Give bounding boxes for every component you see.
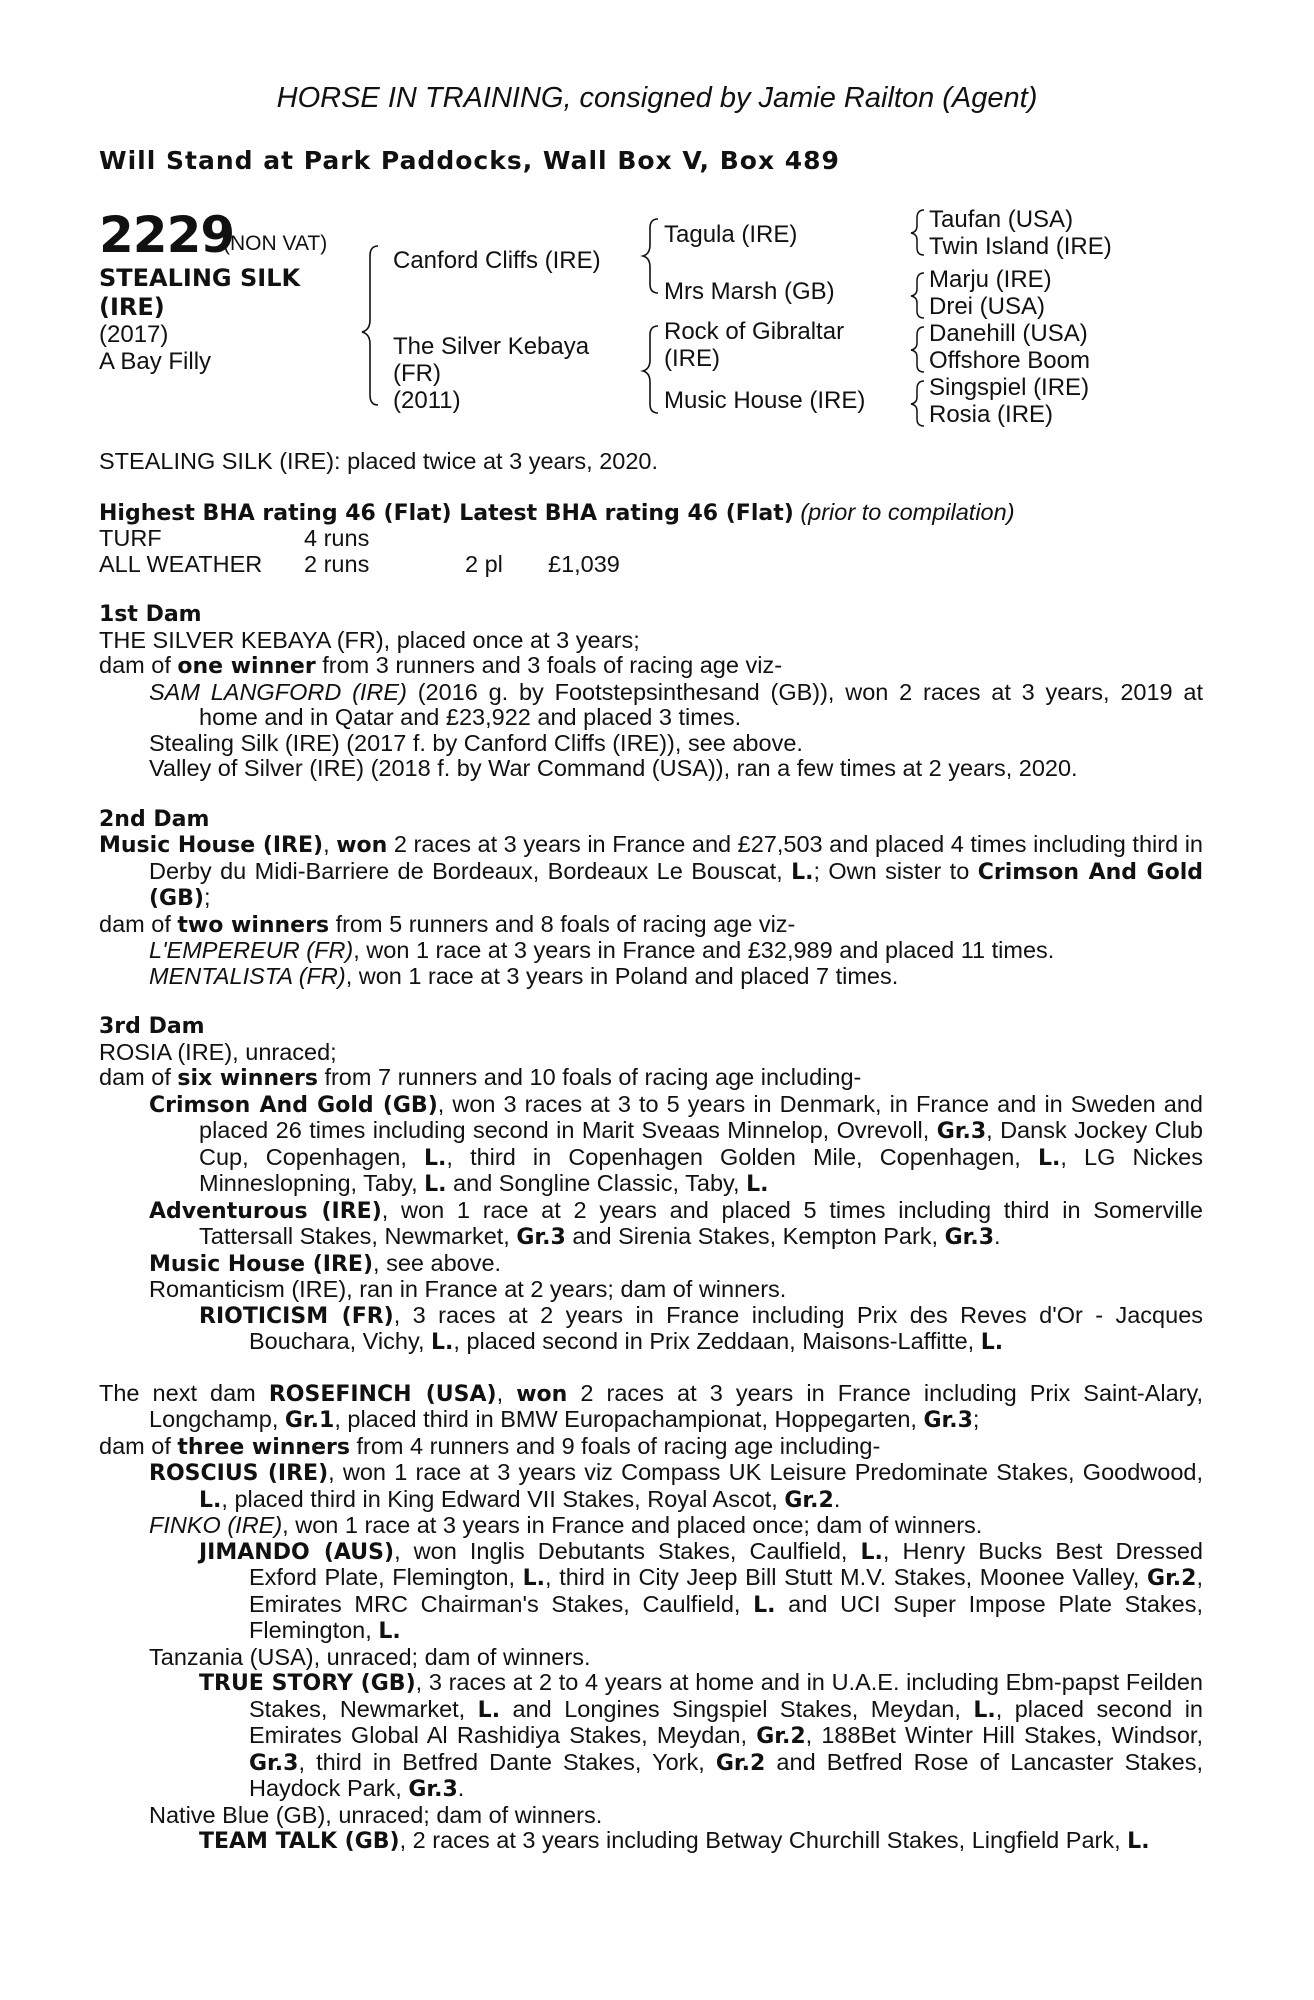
first-dam-produce-summary: dam of one winner from 3 runners and 3 foals of racing age viz- — [99, 652, 783, 679]
pedigree-dam-sire — [664, 318, 844, 372]
pedigree-gen3-3: Marju (IRE) — [929, 266, 1052, 293]
pedigree-dam-line2: (FR) — [393, 360, 441, 387]
foaling-year: (2017) — [99, 321, 169, 348]
pedigree-sire: Canford Cliffs (IRE) — [393, 247, 601, 274]
lot-number: 2229 — [99, 206, 235, 264]
next-dam-produce-summary: dam of three winners from 4 runners and 9 foals of racing age including- — [99, 1432, 881, 1460]
consigner-heading: HORSE IN TRAINING, consigned by Jamie Railton (Agent) — [276, 82, 1038, 114]
pedigree-dam-dam: Music House (IRE) — [664, 387, 866, 414]
first-dam-heading: 1st Dam — [99, 602, 202, 627]
third-dam-foal-2: Adventurous (IRE), won 1 race at 2 years and placed 5 times including third in Somerville Tattersall Stakes, Newmarket, Gr.3 and Sirenia Stakes, Kempton Park, Gr.3. — [149, 1196, 1203, 1250]
pedigree-dam-line3: (2011) — [393, 387, 461, 414]
pedigree-gen3-6: Offshore Boom — [929, 347, 1090, 374]
third-dam-heading: 3rd Dam — [99, 1014, 205, 1039]
next-dam-grandfoal-3: TEAM TALK (GB), 2 races at 3 years including Betway Churchill Stakes, Lingfield Park, L. — [199, 1827, 1150, 1854]
stand-location: Will Stand at Park Paddocks, Wall Box V, Box 489 — [99, 146, 840, 175]
second-dam-foal-1: L'EMPEREUR (FR), won 1 race at 3 years in France and £32,989 and placed 11 times. — [149, 937, 1055, 963]
bha-ratings: Highest BHA rating 46 (Flat) Latest BHA rating 46 (Flat) (prior to compilation) — [99, 498, 1015, 526]
vat-status: (NON VAT) — [223, 232, 328, 255]
second-dam-heading: 2nd Dam — [99, 806, 210, 832]
third-dam-produce-summary: dam of six winners from 7 runners and 10 foals of racing age including- — [99, 1064, 862, 1091]
pedigree-dam — [393, 333, 589, 414]
next-dam-foal-1: ROSCIUS (IRE), won 1 race at 3 years viz Compass UK Leisure Predominate Stakes, Goodwood, L., placed third in King Edward VII Stakes, Royal Ascot, Gr.2. — [149, 1459, 1203, 1513]
next-dam-grandfoal-2: TRUE STORY (GB), 3 races at 2 to 4 years at home and in U.A.E. including Ebm-papst Feilden Stakes, Newmarket, L. and Longines Singspiel Stakes, Meydan, L., placed second in Emirates Global Al Rashidiya Stakes, Meydan, Gr.2, 188Bet Winter Hill Stakes, Windsor, Gr.3, third in Betfred Dante Stakes, York, Gr.2 and Betfred Rose of Lancaster Stakes, Haydock Park, Gr.3. — [199, 1669, 1203, 1802]
pedigree-gen3-7: Singspiel (IRE) — [929, 374, 1090, 401]
race-summary: STEALING SILK (IRE): placed twice at 3 years, 2020. — [99, 448, 659, 474]
pedigree-dam-line1: The Silver Kebaya — [393, 333, 590, 360]
pedigree-gen3-8: Rosia (IRE) — [929, 401, 1054, 428]
third-dam-foal-3: Music House (IRE), see above. — [149, 1249, 502, 1277]
third-dam-line: ROSIA (IRE), unraced; — [99, 1038, 337, 1065]
pedigree-dam-sire-line1: Rock of Gibraltar — [664, 318, 845, 345]
catalogue-body — [99, 449, 1203, 1855]
pedigree-dam-sire-line2: (IRE) — [664, 345, 720, 372]
pedigree-braces — [0, 0, 1314, 440]
second-dam-line: Music House (IRE), won 2 races at 3 years in France and £27,503 and placed 4 times including third in Derby du Midi-Barriere de Bordeaux, Bordeaux Le Bouscat, L.; Own sister to Crimson And Gold (GB); — [99, 831, 1204, 911]
third-dam-foal-4: Romanticism (IRE), ran in France at 2 years; dam of winners. — [149, 1276, 787, 1302]
next-dam-line: The next dam ROSEFINCH (USA), won 2 races at 3 years in France including Prix Saint-Alary, Longchamp, Gr.1, placed third in BMW Europachampionat, Hoppegarten, Gr.3; — [99, 1379, 1204, 1433]
pedigree-gen3-4: Drei (USA) — [929, 293, 1046, 320]
next-dam-foal-3: Tanzania (USA), unraced; dam of winners. — [149, 1643, 591, 1670]
pedigree-gen3-1: Taufan (USA) — [929, 206, 1074, 233]
pedigree-gen3-5: Danehill (USA) — [929, 320, 1088, 347]
next-dam-grandfoal-1: JIMANDO (AUS), won Inglis Debutants Stakes, Caulfield, L., Henry Bucks Best Dressed Exford Plate, Flemington, L., third in City Jeep Bill Stutt M.V. Stakes, Moonee Valley, Gr.2, Emirates MRC Chairman's Stakes, Caulfield, L. and UCI Super Impose Plate Stakes, Flemington, L. — [199, 1537, 1203, 1644]
second-dam-produce-summary: dam of two winners from 5 runners and 8 foals of racing age viz- — [99, 910, 796, 938]
pedigree-sire-sire: Tagula (IRE) — [664, 221, 798, 248]
third-dam-foal-1: Crimson And Gold (GB), won 3 races at 3 to 5 years in Denmark, in France and in Sweden and placed 26 times including second in Marit Sveaas Minnelop, Ovrevoll, Gr.3, Dansk Jockey Club Cup, Copenhagen, L., third in Copenhagen Golden Mile, Copenhagen, L., LG Nickes Minneslopning, Taby, L. and Songline Classic, Taby, L. — [149, 1090, 1204, 1197]
next-dam-foal-4: Native Blue (GB), unraced; dam of winners. — [149, 1801, 603, 1828]
first-dam-foal-1: SAM LANGFORD (IRE) (2016 g. by Footstepsinthesand (GB)), won 2 races at 3 years, 2019 at home and in Qatar and £23,922 and placed 3 times. — [149, 678, 1203, 730]
pedigree-sire-dam: Mrs Marsh (GB) — [664, 278, 835, 305]
horse-description: A Bay Filly — [99, 348, 212, 375]
pedigree-gen3-2: Twin Island (IRE) — [929, 233, 1112, 260]
horse-name-line1: STEALING SILK — [99, 264, 301, 292]
first-dam-foal-3: Valley of Silver (IRE) (2018 f. by War Command (USA)), ran a few times at 2 years, 2020. — [149, 755, 1078, 781]
next-dam-foal-2: FINKO (IRE), won 1 race at 3 years in France and placed once; dam of winners. — [149, 1512, 983, 1538]
first-dam-foal-2: Stealing Silk (IRE) (2017 f. by Canford Cliffs (IRE)), see above. — [149, 729, 803, 756]
all-weather-record: ALL WEATHER 2 runs 2 pl £1,039 — [99, 550, 620, 577]
horse-name-line2: (IRE) — [99, 293, 165, 321]
third-dam-grandfoal-1: RIOTICISM (FR), 3 races at 2 years in France including Prix des Reves d'Or - Jacques Bouchara, Vichy, L., placed second in Prix Zeddaan, Maisons-Laffitte, L. — [199, 1301, 1204, 1355]
turf-record: TURF 4 runs — [99, 525, 370, 551]
second-dam-foal-2: MENTALISTA (FR), won 1 race at 3 years in Poland and placed 7 times. — [149, 962, 899, 989]
first-dam-line: THE SILVER KEBAYA (FR), placed once at 3 years; — [99, 626, 640, 653]
